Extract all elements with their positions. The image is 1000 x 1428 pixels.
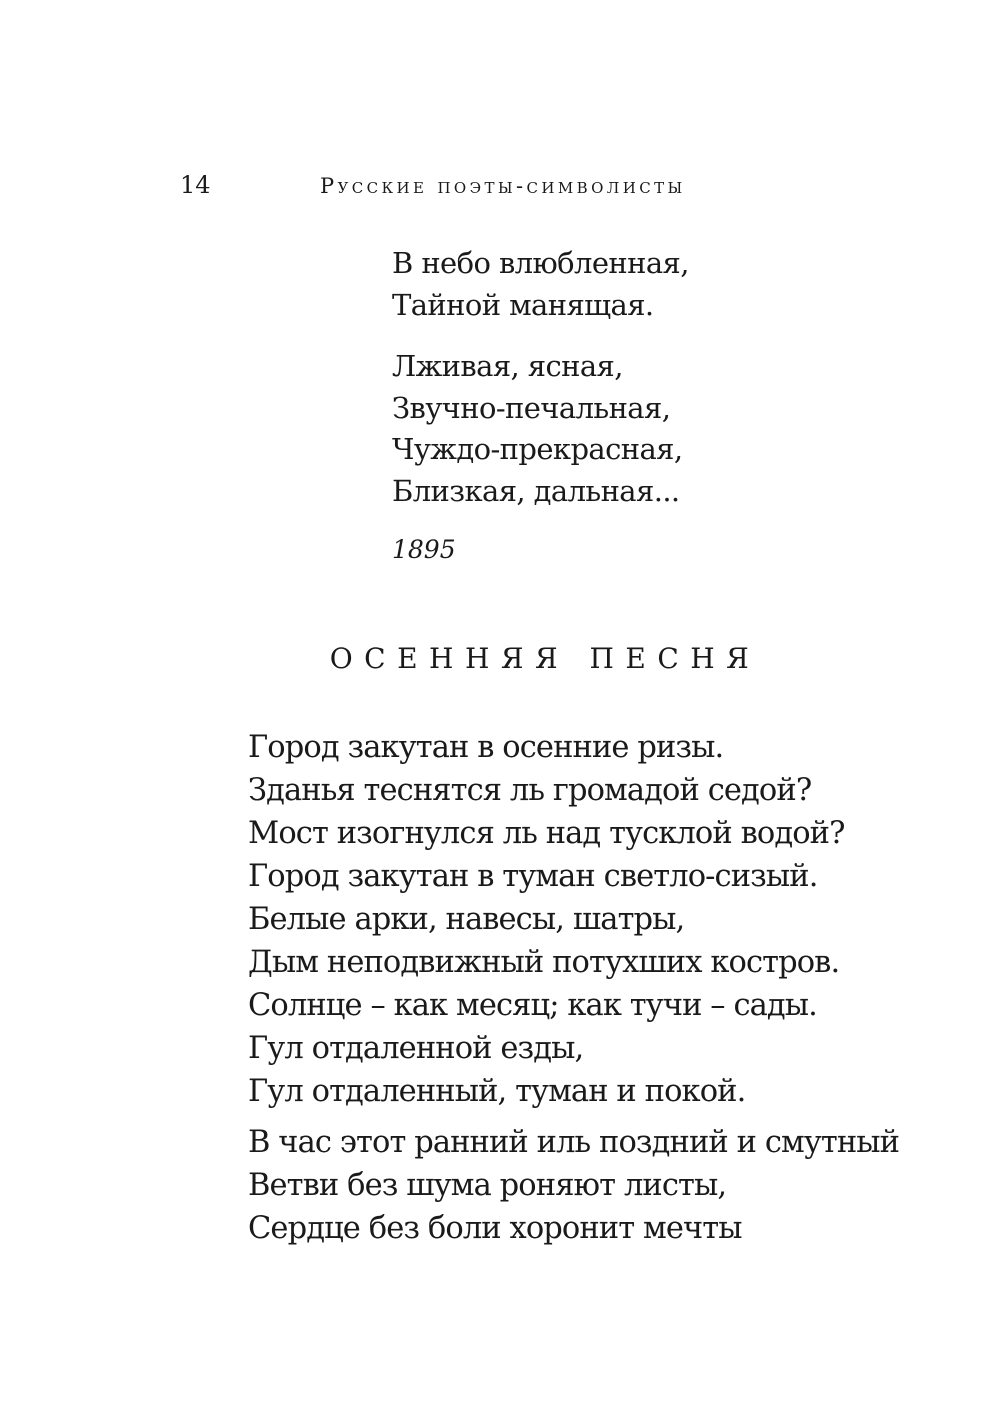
poem-line: Город закутан в осенние ризы. xyxy=(248,730,724,765)
running-head: Русские поэты-символисты xyxy=(320,174,686,198)
poem-stanza xyxy=(392,346,682,512)
poem-line: Ветви без шума роняют листы, xyxy=(248,1168,727,1203)
poem-line: Дым неподвижный потухших костров. xyxy=(248,945,840,980)
poem-line: Мост изогнулся ль над тусклой водой? xyxy=(248,816,845,851)
poem-line: Гул отдаленный, туман и покой. xyxy=(248,1074,746,1109)
poem-line: Зданья теснятся ль громадой седой? xyxy=(248,773,812,808)
poem-title: ОСЕННЯЯ ПЕСНЯ xyxy=(329,642,761,675)
poem-date: 1895 xyxy=(392,535,456,564)
poem-line: В час этот ранний иль поздний и смутный xyxy=(248,1125,900,1160)
poem-line: Лживая, ясная, xyxy=(392,349,623,383)
poem-line: В небо влюбленная, xyxy=(392,246,689,280)
poem-line: Гул отдаленной езды, xyxy=(248,1031,584,1066)
poem-line: Чуждо-прекрасная, xyxy=(392,432,683,466)
poem-line: Тайной манящая. xyxy=(392,287,654,322)
poem-line: Звучно-печальная, xyxy=(392,390,671,425)
poem-line: Сердце без боли хоронит мечты xyxy=(248,1211,742,1246)
poem-stanza xyxy=(392,243,689,326)
poem-line: Солнце – как месяц; как тучи – сады. xyxy=(248,988,817,1023)
poem-stanza xyxy=(248,1121,899,1250)
poem-line: Близкая, дальная... xyxy=(392,473,680,508)
page-number: 14 xyxy=(180,171,211,199)
poem-line: Белые арки, навесы, шатры, xyxy=(248,902,685,937)
poem-stanza xyxy=(248,726,845,1113)
poem-line: Город закутан в туман светло-сизый. xyxy=(248,859,818,894)
